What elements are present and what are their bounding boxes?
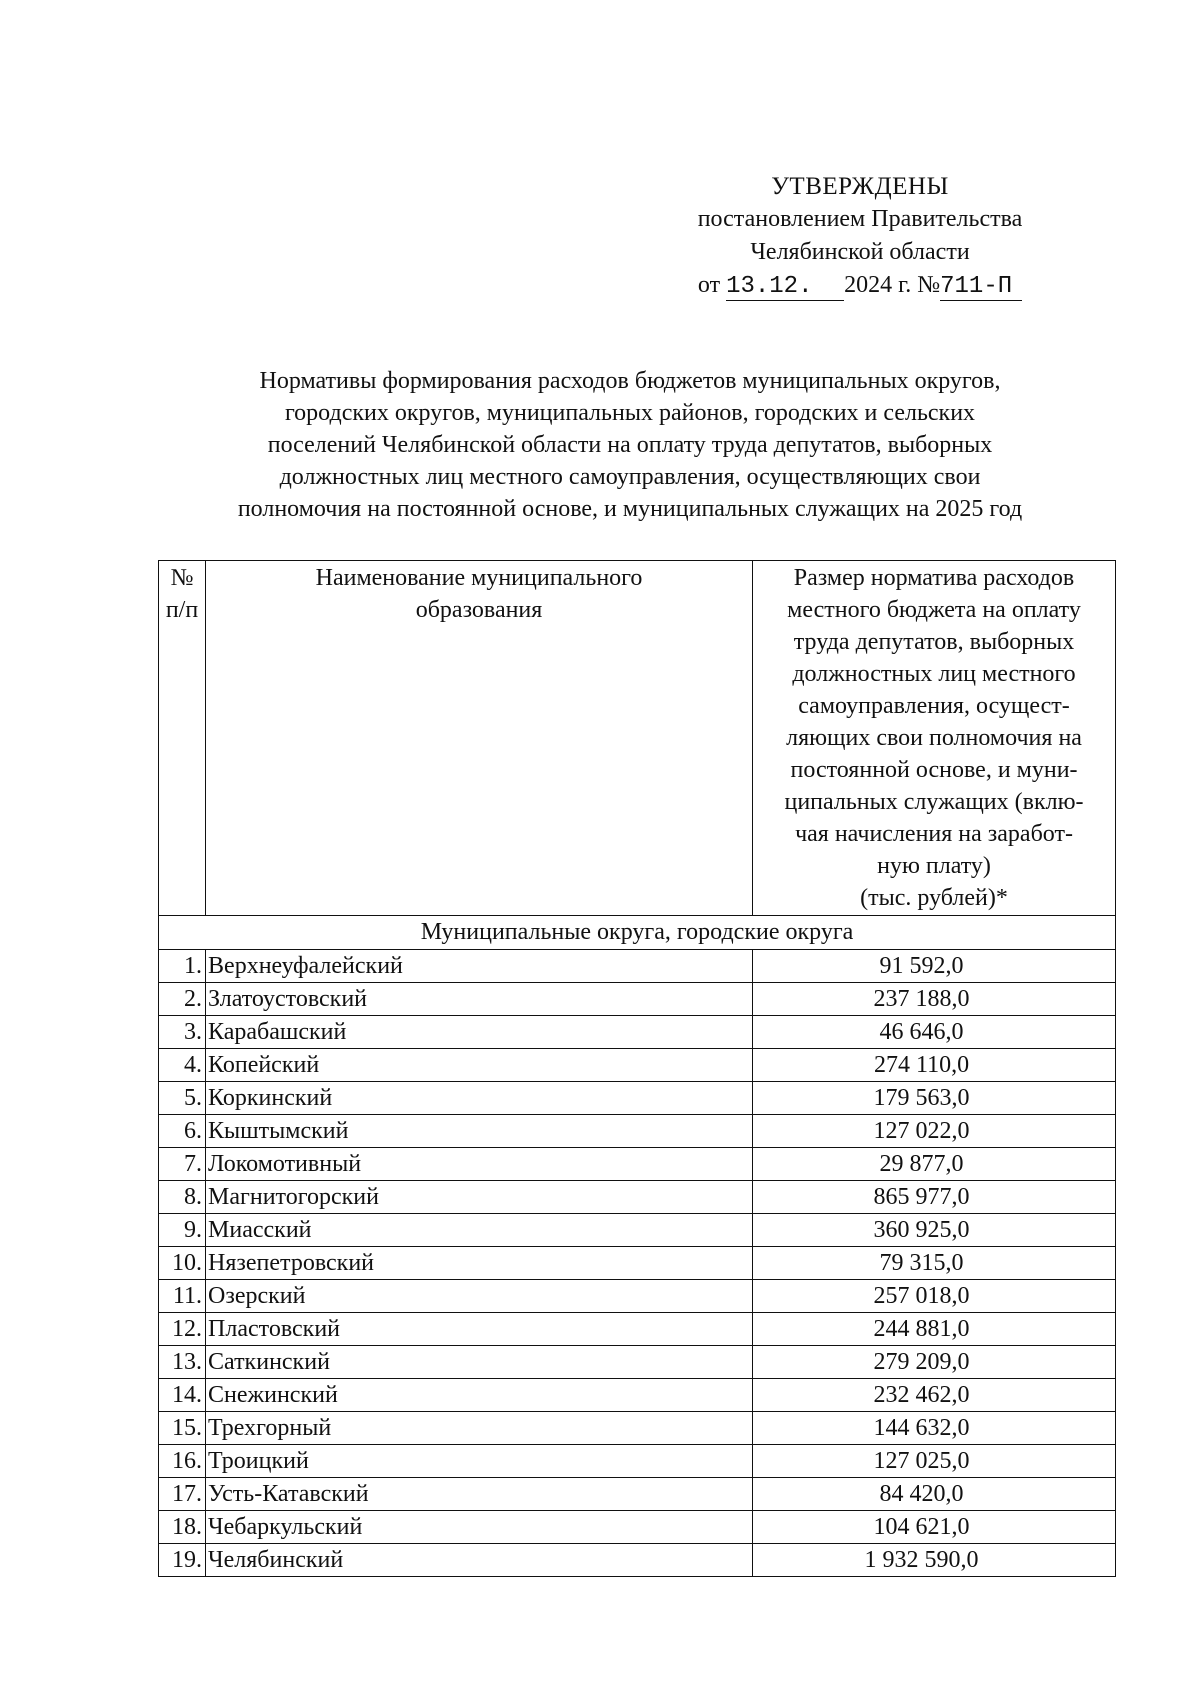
row-value: 257 018,0 xyxy=(753,1280,1116,1313)
row-name: Коркинский xyxy=(206,1082,753,1115)
row-name: Усть-Катавский xyxy=(206,1478,753,1511)
row-number: 3. xyxy=(159,1016,206,1049)
date-prefix: от xyxy=(697,272,721,298)
row-value: 279 209,0 xyxy=(753,1346,1116,1379)
row-value: 144 632,0 xyxy=(753,1412,1116,1445)
table-row xyxy=(159,983,1116,1016)
section-title: Муниципальные округа, городские округа xyxy=(159,916,1116,950)
row-value: 84 420,0 xyxy=(753,1478,1116,1511)
header-value-line: ципальных служащих (вклю- xyxy=(784,789,1084,815)
header-value-line: местного бюджета на оплату xyxy=(787,597,1081,623)
row-value: 79 315,0 xyxy=(753,1247,1116,1280)
table-row xyxy=(159,1445,1116,1478)
row-number: 4. xyxy=(159,1049,206,1082)
header-name-line-2: образования xyxy=(415,597,543,623)
table-row xyxy=(159,1115,1116,1148)
row-name: Троицкий xyxy=(206,1445,753,1478)
table-row xyxy=(159,1181,1116,1214)
header-value-line: Размер норматива расходов xyxy=(793,565,1075,591)
row-name: Миасский xyxy=(206,1214,753,1247)
row-number: 9. xyxy=(159,1214,206,1247)
approval-dateline xyxy=(660,269,1060,302)
header-value-line: чая начисления на заработ- xyxy=(795,821,1073,847)
row-name: Челябинский xyxy=(206,1544,753,1577)
row-number: 5. xyxy=(159,1082,206,1115)
table-row xyxy=(159,1082,1116,1115)
table-row xyxy=(159,1016,1116,1049)
row-name: Кыштымский xyxy=(206,1115,753,1148)
approval-heading: УТВЕРЖДЕНЫ xyxy=(771,173,949,200)
row-number: 11. xyxy=(159,1280,206,1313)
table-row xyxy=(159,1148,1116,1181)
year-suffix: 2024 г. № xyxy=(844,272,941,298)
row-name: Нязепетровский xyxy=(206,1247,753,1280)
title-line-1: Нормативы формирования расходов бюджетов муниципальных округов, xyxy=(259,368,1001,394)
header-name xyxy=(206,561,753,916)
row-name: Озерский xyxy=(206,1280,753,1313)
row-value: 232 462,0 xyxy=(753,1379,1116,1412)
table-row xyxy=(159,1049,1116,1082)
row-name: Копейский xyxy=(206,1049,753,1082)
row-name: Верхнеуфалейский xyxy=(206,950,753,983)
row-value: 179 563,0 xyxy=(753,1082,1116,1115)
title-line-4: должностных лиц местного самоуправления, осуществляющих свои xyxy=(279,464,981,490)
row-value: 360 925,0 xyxy=(753,1214,1116,1247)
table-row xyxy=(159,950,1116,983)
row-name: Карабашский xyxy=(206,1016,753,1049)
row-number: 15. xyxy=(159,1412,206,1445)
approval-line-2: Челябинской области xyxy=(750,239,970,265)
row-value: 237 188,0 xyxy=(753,983,1116,1016)
row-value: 46 646,0 xyxy=(753,1016,1116,1049)
row-name: Саткинский xyxy=(206,1346,753,1379)
row-name: Магнитогорский xyxy=(206,1181,753,1214)
row-number: 1. xyxy=(159,950,206,983)
row-number: 17. xyxy=(159,1478,206,1511)
row-number: 19. xyxy=(159,1544,206,1577)
row-value: 1 932 590,0 xyxy=(753,1544,1116,1577)
table-row xyxy=(159,1544,1116,1577)
row-name: Локомотивный xyxy=(206,1148,753,1181)
header-number-line-1: № xyxy=(170,565,194,591)
approval-line-1: постановлением Правительства xyxy=(697,206,1023,232)
title-line-2: городских округов, муниципальных районов, городских и сельских xyxy=(284,400,976,426)
header-value-line: постоянной основе, и муни- xyxy=(790,757,1078,783)
table-row xyxy=(159,1478,1116,1511)
row-number: 7. xyxy=(159,1148,206,1181)
approval-date: 13.12. xyxy=(726,274,844,301)
row-number: 16. xyxy=(159,1445,206,1478)
header-number xyxy=(159,561,206,916)
table-row xyxy=(159,1412,1116,1445)
row-value: 865 977,0 xyxy=(753,1181,1116,1214)
row-number: 18. xyxy=(159,1511,206,1544)
header-name-line-1: Наименование муниципального xyxy=(315,565,643,591)
header-value-line: ляющих свои полномочия на xyxy=(786,725,1082,751)
document-title xyxy=(150,365,1110,525)
row-value: 29 877,0 xyxy=(753,1148,1116,1181)
header-value-line: труда депутатов, выборных xyxy=(793,629,1075,655)
row-number: 14. xyxy=(159,1379,206,1412)
norms-table xyxy=(158,560,1116,1577)
header-value-line: (тыс. рублей)* xyxy=(860,885,1008,911)
table-row xyxy=(159,1214,1116,1247)
row-name: Трехгорный xyxy=(206,1412,753,1445)
table-row xyxy=(159,1247,1116,1280)
row-number: 8. xyxy=(159,1181,206,1214)
header-value-line: ную плату) xyxy=(877,853,991,879)
row-name: Пластовский xyxy=(206,1313,753,1346)
header-value xyxy=(753,561,1116,916)
row-number: 10. xyxy=(159,1247,206,1280)
approval-stamp xyxy=(660,170,1060,302)
row-value: 127 022,0 xyxy=(753,1115,1116,1148)
title-line-3: поселений Челябинской области на оплату труда депутатов, выборных xyxy=(267,432,993,458)
row-value: 127 025,0 xyxy=(753,1445,1116,1478)
table-row xyxy=(159,1313,1116,1346)
table-row xyxy=(159,1346,1116,1379)
header-number-line-2: п/п xyxy=(165,597,199,623)
row-name: Чебаркульский xyxy=(206,1511,753,1544)
approval-number: 711-П xyxy=(940,274,1022,301)
row-number: 2. xyxy=(159,983,206,1016)
header-value-line: должностных лиц местного xyxy=(792,661,1076,687)
row-name: Златоустовский xyxy=(206,983,753,1016)
title-line-5: полномочия на постоянной основе, и муниципальных служащих на 2025 год xyxy=(237,496,1023,522)
table-row xyxy=(159,1511,1116,1544)
row-value: 244 881,0 xyxy=(753,1313,1116,1346)
header-value-line: самоуправления, осущест- xyxy=(798,693,1070,719)
row-value: 274 110,0 xyxy=(753,1049,1116,1082)
row-number: 12. xyxy=(159,1313,206,1346)
section-row xyxy=(159,916,1116,950)
table-row xyxy=(159,1280,1116,1313)
row-value: 104 621,0 xyxy=(753,1511,1116,1544)
row-number: 13. xyxy=(159,1346,206,1379)
table-header-row xyxy=(159,561,1116,916)
row-name: Снежинский xyxy=(206,1379,753,1412)
row-value: 91 592,0 xyxy=(753,950,1116,983)
row-number: 6. xyxy=(159,1115,206,1148)
table-row xyxy=(159,1379,1116,1412)
